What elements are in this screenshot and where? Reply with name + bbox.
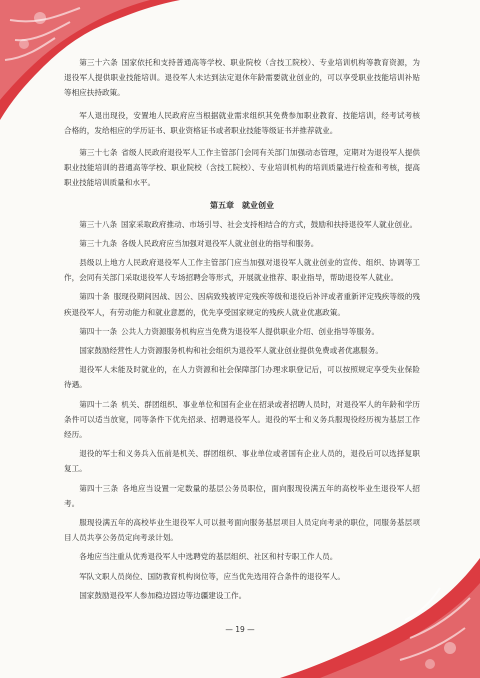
- paragraph-text: 县级以上地方人民政府退役军人工作主管部门应当加强对退役军人就业创业的宣传、组织、协调等工作，会同有关部门采取退役军人专场招聘会等形式，开展就业推荐、职业指导，帮助退役军人就业。: [64, 258, 420, 283]
- paragraph-text: 国家鼓励退役军人参加稳边固边等边疆建设工作。: [79, 590, 247, 600]
- paragraph: [64, 255, 420, 285]
- paragraph-text: 各级人民政府应当加强对退役军人就业创业的指导和服务。: [120, 238, 319, 248]
- article-number: 第三十九条: [79, 238, 118, 248]
- paragraph-article-39: [64, 236, 420, 251]
- paragraph-text: 国家依托和支持普通高等学校、职业院校（含技工院校）、专业培训机构等教育资源，为退役军人提供职业技能培训。退役军人未达到法定退休年龄需要就业创业的，可以享受职业技能培训补贴等相应扶持政策。: [64, 58, 420, 98]
- paragraph-article-43: [64, 481, 420, 511]
- article-number: 第三十八条: [79, 219, 118, 229]
- paragraph-text: 公共人力资源服务机构应当免费为退役军人提供职业介绍、创业指导等服务。: [120, 326, 380, 336]
- paragraph-text: 服现役期间因战、因公、因病致残被评定残疾等级和退役后补评或者重新评定残疾等级的残疾退役军人，有劳动能力和就业意愿的，优先享受国家规定的残疾人就业优惠政策。: [64, 292, 421, 317]
- paragraph: [64, 446, 420, 476]
- page-number: — 19 —: [225, 625, 255, 634]
- paragraph-text: 服现役满五年的高校毕业生退役军人可以报考面向服务基层项目人员定向考录的职位，同服务基层项目人员共享公务员定向考录计划。: [64, 518, 420, 543]
- paragraph: [64, 569, 420, 584]
- paragraph-article-42: [64, 397, 420, 443]
- article-number: 第四十二条: [79, 399, 118, 409]
- paragraph: [64, 515, 420, 545]
- article-number: 第四十一条: [79, 326, 118, 336]
- paragraph-text: 国家鼓励经营性人力资源服务机构和社会组织为退役军人就业创业提供免费或者优惠服务。: [79, 346, 383, 356]
- paragraph-article-36: [64, 55, 420, 101]
- article-number: 第三十七条: [79, 148, 118, 158]
- paragraph: [64, 108, 420, 138]
- paragraph-article-37: [64, 145, 420, 191]
- paragraph: [64, 343, 420, 358]
- paragraph-article-38: [64, 217, 420, 232]
- paragraph-text: 机关、群团组织、事业单位和国有企业在招录或者招聘人员时，对退役军人的年龄和学历条件可以适当放宽，同等条件下优先招录、招聘退役军人。退役的军士和义务兵服现役经历视为基层工作经历。: [64, 399, 421, 440]
- paragraph-article-40: [64, 289, 420, 319]
- chapter-title: 第五章 就业创业: [210, 200, 274, 210]
- document-body: [64, 55, 420, 607]
- paragraph: [64, 549, 420, 564]
- article-number: 第三十六条: [79, 58, 118, 67]
- paragraph-text: 军队文职人员岗位、国防教育机构岗位等，应当优先选用符合条件的退役军人。: [79, 571, 345, 581]
- paragraph-article-41: [64, 324, 420, 339]
- article-number: 第四十条: [79, 292, 110, 302]
- paragraph-text: 军人退出现役，安置地人民政府应当根据就业需求组织其免费参加职业教育、技能培训，经考试考核合格的，发给相应的学历证书、职业资格证书或者职业技能等级证书并推荐就业。: [64, 110, 420, 135]
- paragraph-text: 省级人民政府退役军人工作主管部门会同有关部门加强动态管理，定期对为退役军人提供职业技能培训的普通高等学校、职业院校（含技工院校）、专业培训机构的培训质量进行检查和考核，提高职业技能培训质量和水平。: [64, 148, 421, 188]
- paragraph-text: 退役的军士和义务兵入伍前是机关、群团组织、事业单位或者国有企业人员的，退役后可以选择复职复工。: [64, 449, 420, 474]
- paragraph: [64, 362, 420, 392]
- paragraph: [64, 588, 420, 603]
- article-number: 第四十三条: [79, 483, 119, 493]
- paragraph-text: 各地应当设置一定数量的基层公务员职位，面向服现役满五年的高校毕业生退役军人招考。: [64, 483, 420, 508]
- paragraph-text: 退役军人未能及时就业的，在人力资源和社会保障部门办理求职登记后，可以按照规定享受失业保险待遇。: [64, 365, 420, 390]
- paragraph-text: 国家采取政府推动、市场引导、社会支持相结合的方式，鼓励和扶持退役军人就业创业。: [120, 219, 418, 229]
- paragraph-text: 各地应当注重从优秀退役军人中选聘党的基层组织、社区和村专职工作人员。: [79, 552, 338, 562]
